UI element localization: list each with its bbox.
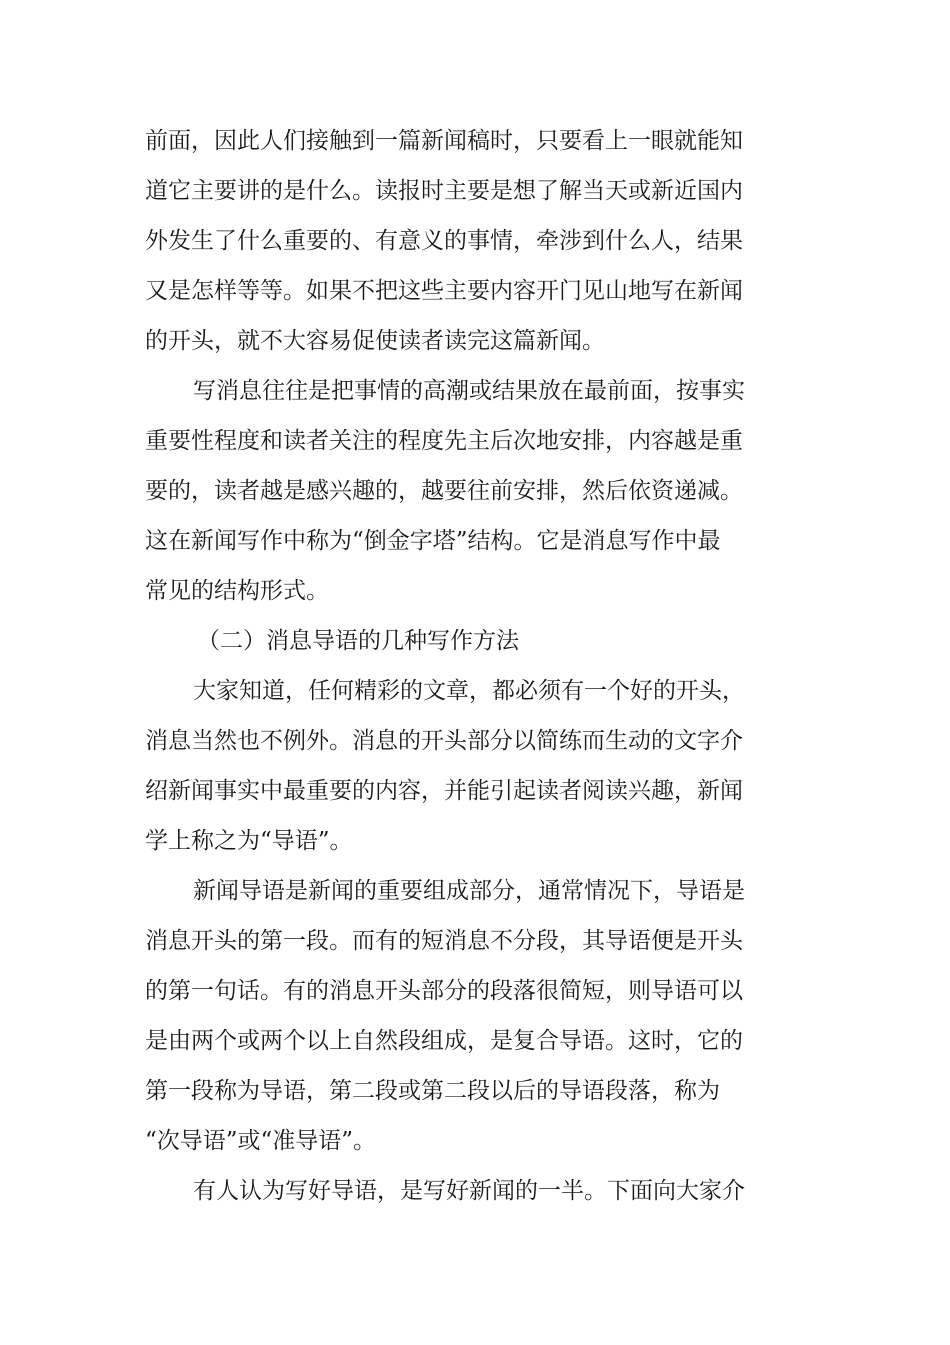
- text-line: 消息开头的第一段。而有的短消息不分段，其导语便是开头: [145, 928, 743, 954]
- text-line: 又是怎样等等。如果不把这些主要内容开门见山地写在新闻: [145, 278, 743, 304]
- text-line: 重要性程度和读者关注的程度先主后次地安排，内容越是重: [145, 428, 743, 454]
- text-line: 要的，读者越是感兴趣的，越要往前安排，然后依资递减。: [145, 478, 743, 504]
- paragraph-first-line: 新闻导语是新闻的重要组成部分，通常情况下，导语是: [193, 878, 745, 904]
- text-line: 前面，因此人们接触到一篇新闻稿时，只要看上一眼就能知: [145, 128, 743, 154]
- text-line: 是由两个或两个以上自然段组成，是复合导语。这时，它的: [145, 1028, 743, 1054]
- text-line: 学上称之为“导语”。: [145, 828, 353, 854]
- text-line: 的第一句话。有的消息开头部分的段落很简短，则导语可以: [145, 978, 743, 1004]
- text-line: 消息当然也不例外。消息的开头部分以简练而生动的文字介: [145, 728, 743, 754]
- paragraph-first-line: 大家知道，任何精彩的文章，都必须有一个好的开头，: [193, 678, 745, 704]
- text-line: 第一段称为导语，第二段或第二段以后的导语段落，称为: [145, 1078, 720, 1104]
- text-line: “次导语”或“准导语”。: [145, 1128, 377, 1154]
- text-line: 外发生了什么重要的、有意义的事情，牵涉到什么人，结果: [145, 228, 743, 254]
- section-heading: （二）消息导语的几种写作方法: [197, 628, 519, 654]
- paragraph-first-line: 有人认为写好导语，是写好新闻的一半。下面向大家介: [193, 1178, 745, 1204]
- text-line: 常见的结构形式。: [145, 578, 329, 604]
- text-line: 的开头，就不大容易促使读者读完这篇新闻。: [145, 328, 605, 354]
- paragraph-first-line: 写消息往往是把事情的高潮或结果放在最前面，按事实: [193, 378, 745, 404]
- text-line: 这在新闻写作中称为“倒金字塔”结构。它是消息写作中最: [145, 528, 721, 554]
- text-line: 道它主要讲的是什么。读报时主要是想了解当天或新近国内: [145, 178, 743, 204]
- text-line: 绍新闻事实中最重要的内容，并能引起读者阅读兴趣，新闻: [145, 778, 743, 804]
